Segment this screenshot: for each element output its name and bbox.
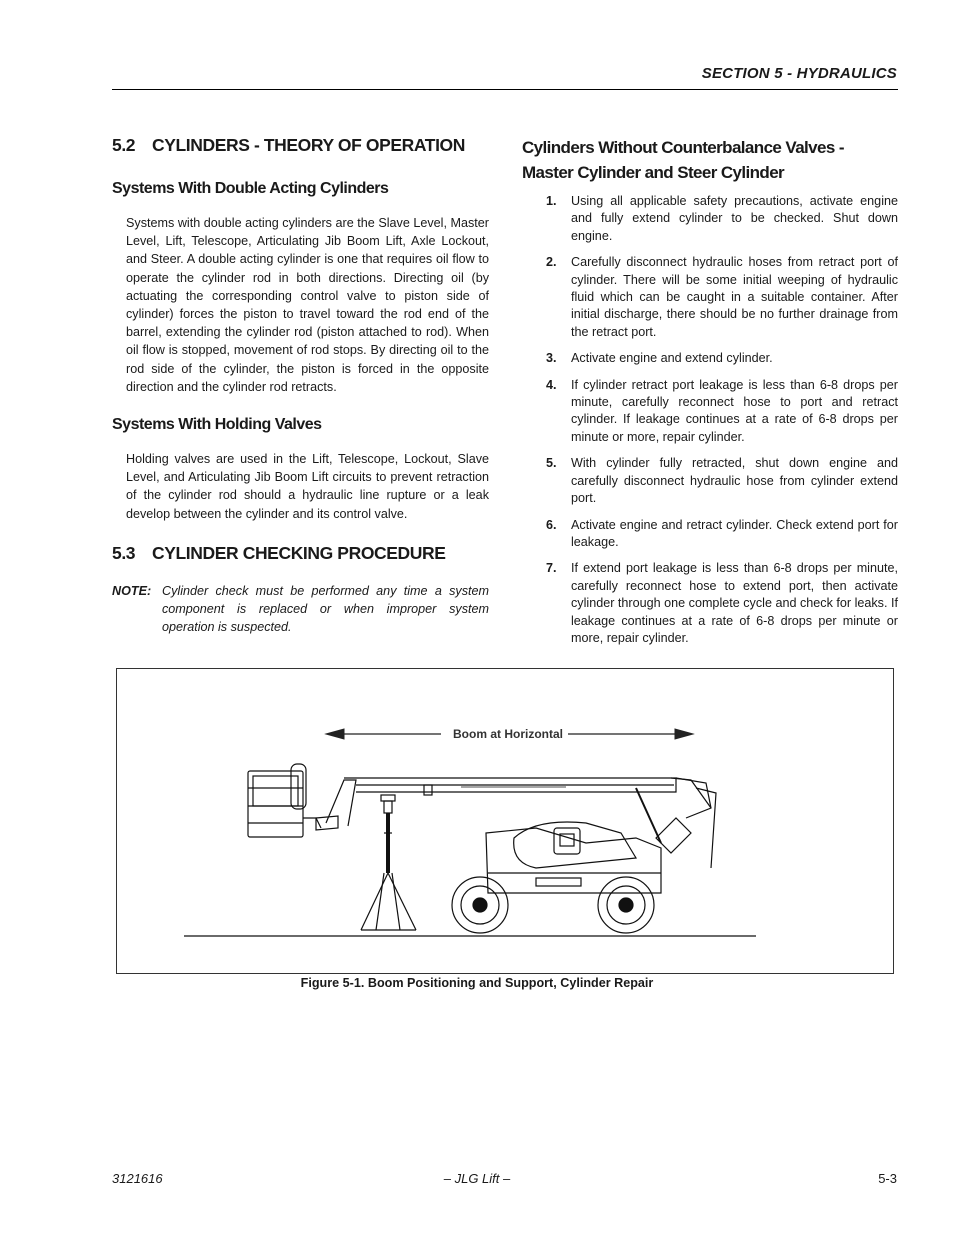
- section-title: CYLINDER CHECKING PROCEDURE: [152, 542, 446, 563]
- section-number: 5.2: [112, 135, 136, 155]
- figure-caption: Figure 5-1. Boom Positioning and Support, Cylinder Repair: [300, 976, 654, 990]
- section-number: 5.3: [112, 542, 136, 563]
- section-5-3-heading: [112, 543, 489, 564]
- footer-title: – JLG Lift –: [443, 1171, 511, 1186]
- header-rule: [112, 89, 898, 90]
- list-item: 1. Using all applicable safety precautions, activate engine and fully extend cylinder to be checked. Shut down engine.: [546, 194, 898, 243]
- section-title: CYLINDERS - THEORY OF OPERATION: [152, 135, 465, 155]
- list-item: 3. Activate engine and extend cylinder.: [546, 351, 773, 366]
- holding-valves-heading: Systems With Holding Valves: [112, 416, 322, 434]
- section-header: SECTION 5 - HYDRAULICS: [701, 65, 897, 82]
- list-item: 7. If extend port leakage is less than 6-8 drops per minute, carefully reconnect hose to extend port, then activate cylinder through one complete cycle and check for leaks. If leakage continues at a rate of 6-8 drops per minute or more, repair cylinder.: [546, 561, 898, 645]
- list-item: 4. If cylinder retract port leakage is less than 6-8 drops per minute, carefully reconnect hose to port and retract cylinder. If leakage continues at a rate of 6-8 drops per minute or more, repair cylinder.: [546, 377, 898, 444]
- footer-doc-number: 3121616: [112, 1171, 163, 1186]
- double-acting-paragraph: Systems with double acting cylinders are the Slave Level, Master Level, Lift, Telescope, Articulating Jib Boom Lift, Axle Lockout, and Steer. A double acting cylinder is one that requires oil flow to operate the cylinder rod in both directions. Directing oil (by actuating the corresponding control valve to piston side of cylinder) forces the piston to travel toward the rod end of the barrel, extending the cylinder rod (piston attached to rod). When oil flow is stopped, movement of rod stops. By directing oil to the rod side of the cylinder, the piston is forced in the opposite direction and the cylinder rod retracts.: [126, 216, 489, 394]
- footer-page-number: 5-3: [878, 1171, 897, 1186]
- note-block: [112, 582, 489, 637]
- list-item: 6. Activate engine and retract cylinder. Check extend port for leakage.: [546, 517, 898, 549]
- right-column: [522, 135, 898, 656]
- holding-valves-paragraph: Holding valves are used in the Lift, Telescope, Lockout, Slave Level, and Articulating Jib Boom Lift circuits to prevent retraction of the cylinder rod should a hydraulic line rupture or a leak develop between the cylinder and its control valve.: [126, 452, 489, 521]
- list-item: 2. Carefully disconnect hydraulic hoses from retract port of cylinder. There will be some initial weeping of hydraulic fluid which can be caught in a suitable container. After initial discharge, there should be no further drainage from the retract port.: [546, 255, 898, 339]
- procedure-steps: [522, 193, 898, 647]
- note-text: Cylinder check must be performed any time a system component is replaced or when improper system operation is suspected.: [162, 583, 489, 635]
- list-item: 5. With cylinder fully retracted, shut down engine and carefully disconnect hydraulic hose from cylinder extend port.: [546, 456, 898, 506]
- double-acting-heading: Systems With Double Acting Cylinders: [112, 180, 389, 197]
- note-label: NOTE:: [112, 583, 152, 598]
- left-column: [112, 135, 489, 636]
- figure-frame: [116, 668, 894, 974]
- section-5-2-heading: [112, 135, 489, 156]
- counterbalance-heading: Cylinders Without Counterbalance Valves - Master Cylinder and Steer Cylinder: [522, 138, 844, 182]
- boom-horizontal-label: Boom at Horizontal: [453, 727, 563, 741]
- boom-lift-illustration: [116, 668, 894, 974]
